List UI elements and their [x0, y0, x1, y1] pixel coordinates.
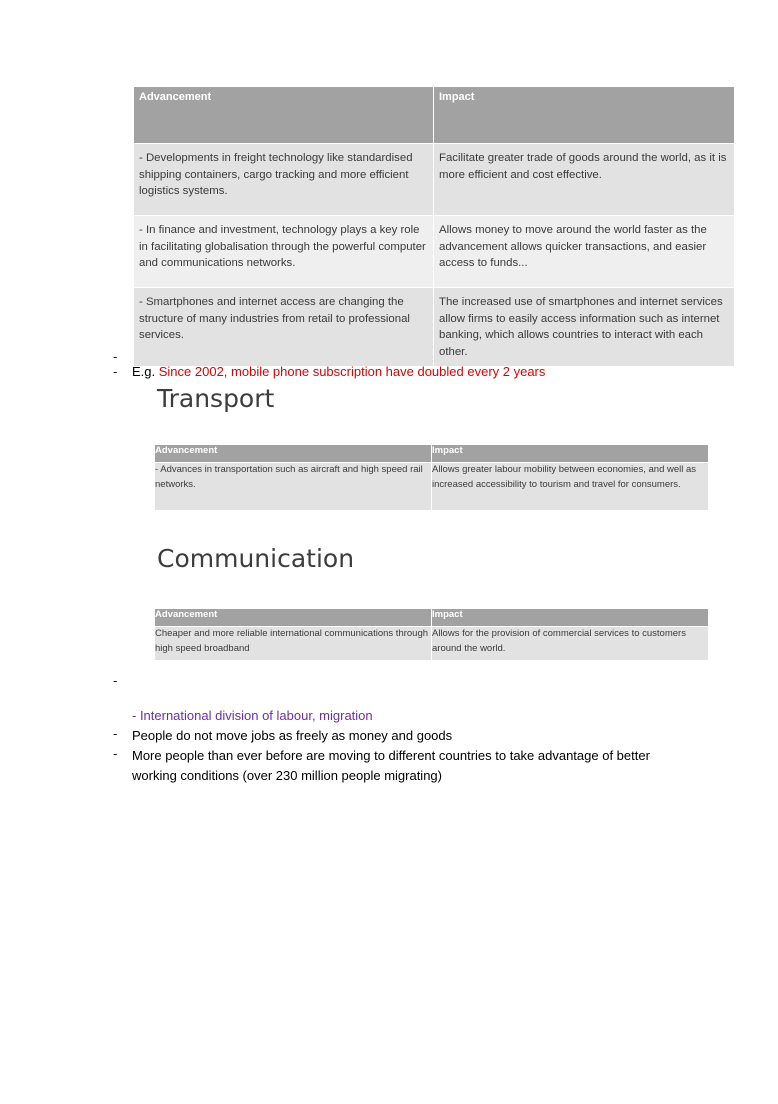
transport-table [154, 444, 709, 511]
column-header-advancement: Advancement [155, 445, 432, 463]
technology-advancement-table [133, 86, 735, 367]
table-cell: - Advances in transportation such as aircraft and high speed rail networks. [155, 463, 432, 511]
table-cell: Facilitate greater trade of goods around the world, as it is more efficient and cost effective. [434, 144, 735, 216]
list-item: People do not move jobs as freely as money and goods [132, 728, 453, 743]
table-cell: Allows greater labour mobility between economies, and well as increased accessibility to tourism and travel for consumers. [432, 463, 709, 511]
column-header-advancement: Advancement [155, 609, 432, 627]
communication-table [154, 608, 709, 661]
table-cell: Cheaper and more reliable international communications through high speed broadband [155, 627, 432, 661]
table-header-row [155, 445, 709, 463]
table-cell: The increased use of smartphones and internet services allow firms to easily access information such as internet banking, which allows countries to interact with each other. [434, 288, 735, 367]
table-cell: - Smartphones and internet access are changing the structure of many industries from retail to professional services. [134, 288, 434, 367]
table-row [134, 216, 735, 288]
section-subheading: - International division of labour, migration [132, 708, 373, 723]
table-row [155, 627, 709, 661]
example-prefix: E.g. [132, 364, 156, 379]
transport-heading: Transport [157, 384, 275, 413]
table-row [155, 463, 709, 511]
list-item: More people than ever before are moving to different countries to take advantage of better working conditions (over 230 million people migrating) [132, 748, 650, 783]
example-line [132, 362, 545, 382]
column-header-impact: Impact [432, 609, 709, 627]
bullet-dash: - [113, 726, 118, 741]
table-cell: Allows for the provision of commercial services to customers around the world. [432, 627, 709, 661]
table-row [134, 144, 735, 216]
column-header-impact: Impact [434, 87, 735, 144]
bullet-dash: - [113, 349, 118, 364]
table-header-row [155, 609, 709, 627]
bullet-dash: - [113, 364, 118, 379]
table-header-row [134, 87, 735, 144]
table-row [134, 288, 735, 367]
example-text: Since 2002, mobile phone subscription have doubled every 2 years [158, 364, 546, 379]
column-header-impact: Impact [432, 445, 709, 463]
table-cell: - In finance and investment, technology plays a key role in facilitating globalisation through the powerful computer and communications networks. [134, 216, 434, 288]
table-cell: Allows money to move around the world faster as the advancement allows quicker transactions, and easier access to funds... [434, 216, 735, 288]
bullet-dash: - [113, 746, 118, 761]
table-cell: - Developments in freight technology like standardised shipping containers, cargo tracking and more efficient logistics systems. [134, 144, 434, 216]
communication-heading: Communication [157, 544, 355, 573]
bullet-dash: - [113, 673, 118, 688]
column-header-advancement: Advancement [134, 87, 434, 144]
